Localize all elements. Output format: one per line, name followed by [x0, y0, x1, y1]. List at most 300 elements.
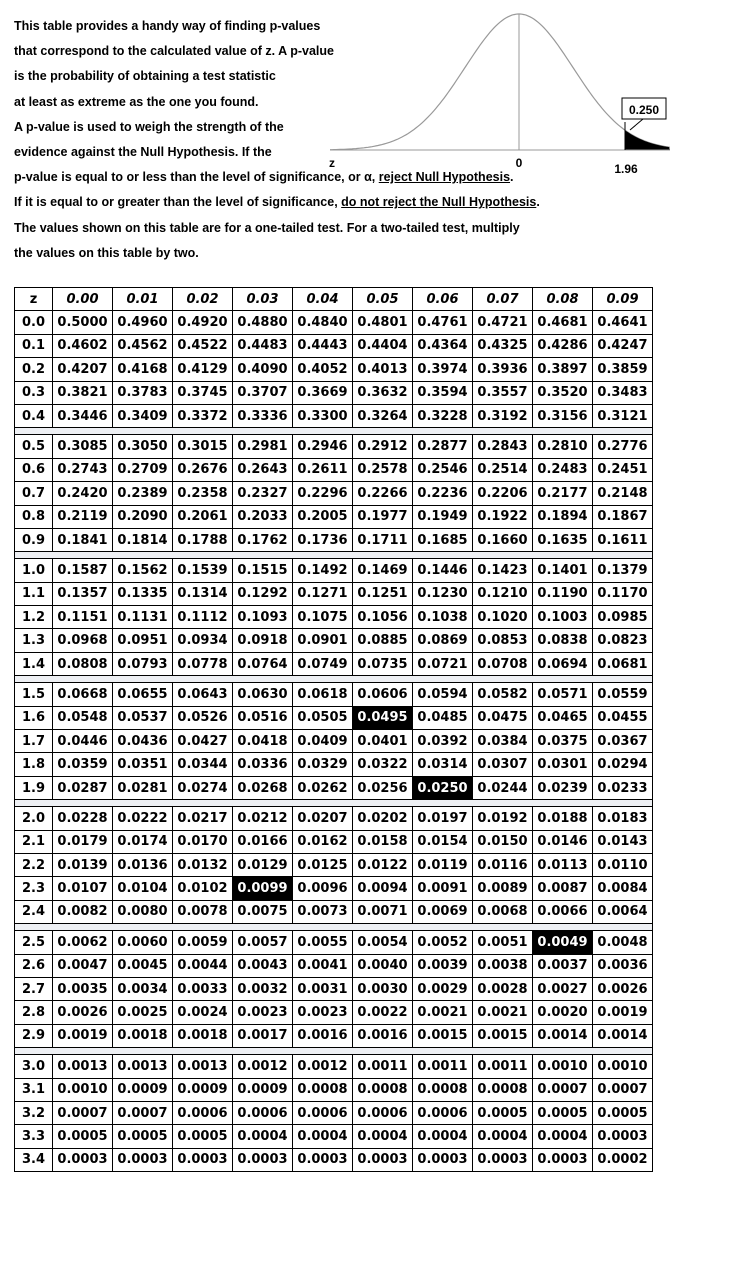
column-header: 0.01 — [113, 288, 173, 311]
p-value-cell: 0.0057 — [233, 931, 293, 954]
p-value-cell: 0.3974 — [413, 358, 473, 381]
intro-line: The values shown on this table are for a one-tailed test. For a two-tailed test, multiply — [14, 220, 520, 235]
p-value-cell: 0.1711 — [353, 528, 413, 551]
p-value-cell: 0.0013 — [113, 1055, 173, 1078]
p-value-cell: 0.3156 — [533, 404, 593, 427]
z-value-cell: 0.0 — [15, 311, 53, 334]
p-value-cell: 0.0122 — [353, 853, 413, 876]
p-value-cell: 0.2451 — [593, 458, 653, 481]
p-value-cell: 0.0392 — [413, 730, 473, 753]
p-value-cell: 0.0004 — [233, 1125, 293, 1148]
p-value-cell: 0.0017 — [233, 1024, 293, 1047]
p-value-cell: 0.0446 — [53, 730, 113, 753]
z-value-cell: 2.7 — [15, 977, 53, 1000]
group-separator-cell — [15, 428, 653, 435]
p-value-cell: 0.0150 — [473, 830, 533, 853]
p-value-cell: 0.0505 — [293, 706, 353, 729]
p-value-cell: 0.0023 — [293, 1001, 353, 1024]
z-value-cell: 0.4 — [15, 404, 53, 427]
p-value-cell: 0.0197 — [413, 807, 473, 830]
p-value-cell: 0.0035 — [53, 977, 113, 1000]
table-row — [15, 853, 653, 876]
p-value-cell: 0.0559 — [593, 683, 653, 706]
table-row — [15, 606, 653, 629]
p-value-cell: 0.0314 — [413, 753, 473, 776]
p-value-cell: 0.0217 — [173, 807, 233, 830]
p-value-cell: 0.1357 — [53, 582, 113, 605]
p-value-cell: 0.1894 — [533, 505, 593, 528]
p-value-cell: 0.1685 — [413, 528, 473, 551]
p-value-cell: 0.0003 — [593, 1125, 653, 1148]
p-value-cell: 0.0005 — [473, 1101, 533, 1124]
intro-text-segment: . — [510, 170, 514, 185]
group-separator — [15, 1048, 653, 1055]
p-value-cell: 0.0162 — [293, 830, 353, 853]
p-value-cell: 0.0073 — [293, 900, 353, 923]
do-not-reject-null-hypothesis-text: do not reject the Null Hypothesis — [341, 195, 537, 210]
p-value-cell: 0.0005 — [533, 1101, 593, 1124]
p-value-cell: 0.0018 — [173, 1024, 233, 1047]
p-value-cell: 0.0023 — [233, 1001, 293, 1024]
p-value-cell: 0.0104 — [113, 877, 173, 900]
p-value-cell: 0.1210 — [473, 582, 533, 605]
z-value-cell: 2.4 — [15, 900, 53, 923]
intro-line: evidence against the Null Hypothesis. If the — [14, 144, 272, 159]
p-value-cell: 0.0008 — [413, 1078, 473, 1101]
p-value-cell: 0.0066 — [533, 900, 593, 923]
p-value-cell: 0.0006 — [293, 1101, 353, 1124]
z-value-cell: 1.8 — [15, 753, 53, 776]
p-value-cell: 0.4483 — [233, 334, 293, 357]
p-value-cell: 0.1131 — [113, 606, 173, 629]
p-value-cell: 0.3085 — [53, 435, 113, 458]
p-value-cell: 0.0113 — [533, 853, 593, 876]
p-value-cell: 0.0027 — [533, 977, 593, 1000]
p-value-cell: 0.0427 — [173, 730, 233, 753]
group-separator — [15, 676, 653, 683]
table-row — [15, 1001, 653, 1024]
p-value-cell: 0.2877 — [413, 435, 473, 458]
intro-line: is the probability of obtaining a test statistic — [14, 69, 276, 84]
p-value-cell: 0.0060 — [113, 931, 173, 954]
p-value-cell: 0.0778 — [173, 652, 233, 675]
p-value-cell: 0.0132 — [173, 853, 233, 876]
group-separator — [15, 552, 653, 559]
table-row — [15, 311, 653, 334]
p-value-cell: 0.1867 — [593, 505, 653, 528]
p-value-cell: 0.0005 — [113, 1125, 173, 1148]
p-value-cell: 0.0006 — [353, 1101, 413, 1124]
p-value-cell: 0.1539 — [173, 559, 233, 582]
z-value-cell: 2.9 — [15, 1024, 53, 1047]
p-value-cell: 0.0594 — [413, 683, 473, 706]
p-value-cell: 0.1190 — [533, 582, 593, 605]
p-value-cell: 0.3897 — [533, 358, 593, 381]
p-value-cell: 0.0064 — [593, 900, 653, 923]
p-value-cell: 0.0136 — [113, 853, 173, 876]
p-value-cell: 0.0071 — [353, 900, 413, 923]
table-row — [15, 807, 653, 830]
p-value-cell: 0.0571 — [533, 683, 593, 706]
p-value-cell: 0.2236 — [413, 482, 473, 505]
p-value-cell: 0.2148 — [593, 482, 653, 505]
p-value-cell: 0.0336 — [233, 753, 293, 776]
table-row — [15, 776, 653, 799]
z-value-cell: 0.6 — [15, 458, 53, 481]
p-value-cell: 0.0869 — [413, 629, 473, 652]
group-separator — [15, 800, 653, 807]
p-value-cell: 0.2776 — [593, 435, 653, 458]
z-axis-label: z — [329, 156, 335, 170]
p-value-cell: 0.1841 — [53, 528, 113, 551]
p-value-cell: 0.0119 — [413, 853, 473, 876]
p-value-cell: 0.0244 — [473, 776, 533, 799]
column-header: 0.09 — [593, 288, 653, 311]
p-value-cell: 0.1587 — [53, 559, 113, 582]
p-value-cell: 0.1949 — [413, 505, 473, 528]
p-value-cell: 0.0008 — [293, 1078, 353, 1101]
p-value-cell: 0.0004 — [353, 1125, 413, 1148]
p-value-cell: 0.1292 — [233, 582, 293, 605]
p-value-cell: 0.2389 — [113, 482, 173, 505]
z-value-cell: 0.9 — [15, 528, 53, 551]
p-value-cell: 0.0375 — [533, 730, 593, 753]
p-value-cell: 0.0068 — [473, 900, 533, 923]
p-value-cell: 0.0166 — [233, 830, 293, 853]
p-value-cell: 0.0655 — [113, 683, 173, 706]
p-value-cell: 0.0853 — [473, 629, 533, 652]
p-value-cell: 0.0019 — [53, 1024, 113, 1047]
z-value-cell: 3.1 — [15, 1078, 53, 1101]
group-separator-cell — [15, 800, 653, 807]
p-value-cell: 0.0192 — [473, 807, 533, 830]
p-value-cell: 0.0026 — [53, 1001, 113, 1024]
p-value-cell: 0.0028 — [473, 977, 533, 1000]
z-value-cell: 1.5 — [15, 683, 53, 706]
p-value-cell: 0.0885 — [353, 629, 413, 652]
p-value-cell: 0.4880 — [233, 311, 293, 334]
group-separator-cell — [15, 924, 653, 931]
intro-line: A p-value is used to weigh the strength of the — [14, 119, 284, 134]
p-value-cell: 0.0174 — [113, 830, 173, 853]
p-value-cell: 0.0012 — [233, 1055, 293, 1078]
p-value-cell: 0.0018 — [113, 1024, 173, 1047]
p-value-cell: 0.1922 — [473, 505, 533, 528]
table-row — [15, 582, 653, 605]
p-value-cell: 0.0436 — [113, 730, 173, 753]
p-value-cell: 0.0054 — [353, 931, 413, 954]
p-value-cell: 0.3336 — [233, 404, 293, 427]
p-value-cell: 0.1170 — [593, 582, 653, 605]
p-value-cell: 0.1251 — [353, 582, 413, 605]
area-label: 0.250 — [628, 103, 660, 117]
p-value-cell: 0.4443 — [293, 334, 353, 357]
p-value-cell: 0.0526 — [173, 706, 233, 729]
p-value-cell: 0.0010 — [533, 1055, 593, 1078]
z-value-cell: 1.9 — [15, 776, 53, 799]
p-value-cell: 0.0007 — [113, 1101, 173, 1124]
p-value-cell: 0.0170 — [173, 830, 233, 853]
table-row — [15, 753, 653, 776]
p-value-cell: 0.0344 — [173, 753, 233, 776]
column-header: 0.04 — [293, 288, 353, 311]
z-value-cell: 2.0 — [15, 807, 53, 830]
p-value-cell: 0.0808 — [53, 652, 113, 675]
p-value-cell: 0.2033 — [233, 505, 293, 528]
p-value-cell: 0.1038 — [413, 606, 473, 629]
p-value-cell: 0.0721 — [413, 652, 473, 675]
z-value-cell: 1.2 — [15, 606, 53, 629]
p-value-cell: 0.0019 — [593, 1001, 653, 1024]
p-value-cell: 0.4207 — [53, 358, 113, 381]
p-value-cell: 0.1562 — [113, 559, 173, 582]
p-value-cell: 0.4840 — [293, 311, 353, 334]
table-row — [15, 559, 653, 582]
p-value-cell: 0.0052 — [413, 931, 473, 954]
p-value-cell: 0.3372 — [173, 404, 233, 427]
p-value-cell: 0.0838 — [533, 629, 593, 652]
p-value-cell: 0.0004 — [413, 1125, 473, 1148]
z-table — [14, 287, 653, 1172]
p-value-cell: 0.3632 — [353, 381, 413, 404]
p-value-cell: 0.0034 — [113, 977, 173, 1000]
p-value-cell: 0.0021 — [413, 1001, 473, 1024]
p-value-cell: 0.3483 — [593, 381, 653, 404]
group-separator-cell — [15, 552, 653, 559]
p-value-cell: 0.2327 — [233, 482, 293, 505]
p-value-cell: 0.0005 — [173, 1125, 233, 1148]
p-value-cell: 0.2296 — [293, 482, 353, 505]
p-value-cell: 0.0024 — [173, 1001, 233, 1024]
p-value-cell: 0.1020 — [473, 606, 533, 629]
p-value-cell: 0.0968 — [53, 629, 113, 652]
table-row — [15, 1148, 653, 1171]
p-value-cell: 0.0301 — [533, 753, 593, 776]
p-value-cell: 0.4090 — [233, 358, 293, 381]
p-value-cell: 0.0045 — [113, 954, 173, 977]
p-value-cell: 0.0062 — [53, 931, 113, 954]
p-value-cell: 0.0322 — [353, 753, 413, 776]
p-value-cell: 0.1230 — [413, 582, 473, 605]
tail-area-shading — [625, 130, 670, 150]
p-value-cell: 0.1335 — [113, 582, 173, 605]
p-value-cell: 0.0110 — [593, 853, 653, 876]
p-value-cell: 0.1112 — [173, 606, 233, 629]
p-value-cell: 0.0668 — [53, 683, 113, 706]
p-value-cell: 0.0011 — [413, 1055, 473, 1078]
p-value-cell: 0.0102 — [173, 877, 233, 900]
p-value-cell: 0.2420 — [53, 482, 113, 505]
p-value-cell: 0.2514 — [473, 458, 533, 481]
p-value-cell: 0.0005 — [53, 1125, 113, 1148]
p-value-cell: 0.0485 — [413, 706, 473, 729]
z-value-cell: 2.3 — [15, 877, 53, 900]
p-value-cell: 0.0262 — [293, 776, 353, 799]
p-value-cell: 0.0129 — [233, 853, 293, 876]
p-value-cell: 0.2843 — [473, 435, 533, 458]
p-value-cell: 0.1314 — [173, 582, 233, 605]
p-value-cell: 0.0003 — [53, 1148, 113, 1171]
p-value-cell: 0.1762 — [233, 528, 293, 551]
p-value-cell: 0.0643 — [173, 683, 233, 706]
p-value-cell: 0.0359 — [53, 753, 113, 776]
p-value-cell: 0.4247 — [593, 334, 653, 357]
p-value-cell: 0.0294 — [593, 753, 653, 776]
p-value-cell: 0.3015 — [173, 435, 233, 458]
p-value-cell: 0.4325 — [473, 334, 533, 357]
critical-value-label: 1.96 — [614, 162, 638, 176]
column-header: 0.08 — [533, 288, 593, 311]
p-value-cell: 0.2743 — [53, 458, 113, 481]
p-value-cell: 0.2546 — [413, 458, 473, 481]
p-value-cell: 0.2206 — [473, 482, 533, 505]
table-row — [15, 977, 653, 1000]
p-value-cell: 0.0013 — [53, 1055, 113, 1078]
p-value-cell: 0.0154 — [413, 830, 473, 853]
p-value-cell: 0.2810 — [533, 435, 593, 458]
p-value-cell: 0.0901 — [293, 629, 353, 652]
p-value-cell: 0.0030 — [353, 977, 413, 1000]
p-value-cell: 0.0033 — [173, 977, 233, 1000]
z-value-cell: 1.1 — [15, 582, 53, 605]
z-value-cell: 0.5 — [15, 435, 53, 458]
p-value-cell: 0.1469 — [353, 559, 413, 582]
p-value-cell: 0.0048 — [593, 931, 653, 954]
table-row — [15, 683, 653, 706]
table-row — [15, 435, 653, 458]
p-value-cell: 0.0985 — [593, 606, 653, 629]
p-value-cell: 0.0268 — [233, 776, 293, 799]
p-value-cell: 0.0212 — [233, 807, 293, 830]
p-value-cell: 0.0003 — [413, 1148, 473, 1171]
p-value-cell: 0.0096 — [293, 877, 353, 900]
p-value-cell: 0.0026 — [593, 977, 653, 1000]
p-value-cell: 0.0307 — [473, 753, 533, 776]
p-value-cell: 0.0091 — [413, 877, 473, 900]
area-label-pointer — [630, 119, 643, 130]
p-value-cell: 0.0007 — [53, 1101, 113, 1124]
table-row — [15, 730, 653, 753]
p-value-cell: 0.2358 — [173, 482, 233, 505]
p-value-cell: 0.3520 — [533, 381, 593, 404]
p-value-cell: 0.0233 — [593, 776, 653, 799]
p-value-cell: 0.0179 — [53, 830, 113, 853]
table-row — [15, 1078, 653, 1101]
p-value-cell: 0.0409 — [293, 730, 353, 753]
p-value-cell: 0.2266 — [353, 482, 413, 505]
p-value-cell: 0.4168 — [113, 358, 173, 381]
p-value-cell: 0.4960 — [113, 311, 173, 334]
p-value-cell: 0.0004 — [293, 1125, 353, 1148]
p-value-cell: 0.0051 — [473, 931, 533, 954]
z-value-cell: 1.7 — [15, 730, 53, 753]
p-value-cell: 0.0951 — [113, 629, 173, 652]
p-value-cell: 0.0003 — [533, 1148, 593, 1171]
p-value-cell: 0.3228 — [413, 404, 473, 427]
p-value-cell: 0.3557 — [473, 381, 533, 404]
z-value-cell: 0.1 — [15, 334, 53, 357]
z-value-cell: 3.2 — [15, 1101, 53, 1124]
p-value-cell: 0.5000 — [53, 311, 113, 334]
z-value-cell: 3.3 — [15, 1125, 53, 1148]
zero-label: 0 — [515, 156, 523, 170]
p-value-cell: 0.1814 — [113, 528, 173, 551]
p-value-cell: 0.0418 — [233, 730, 293, 753]
intro-line: that correspond to the calculated value of z. A p-value — [14, 44, 334, 59]
intro-line: the values on this table by two. — [14, 245, 199, 260]
p-value-cell: 0.0401 — [353, 730, 413, 753]
table-row — [15, 830, 653, 853]
z-value-cell: 2.1 — [15, 830, 53, 853]
p-value-cell: 0.0003 — [473, 1148, 533, 1171]
p-value-cell: 0.0793 — [113, 652, 173, 675]
p-value-cell: 0.0014 — [533, 1024, 593, 1047]
p-value-cell: 0.1423 — [473, 559, 533, 582]
p-value-cell: 0.1736 — [293, 528, 353, 551]
group-separator — [15, 924, 653, 931]
p-value-cell: 0.0708 — [473, 652, 533, 675]
p-value-cell: 0.1271 — [293, 582, 353, 605]
p-value-cell: 0.0032 — [233, 977, 293, 1000]
p-value-cell: 0.0009 — [113, 1078, 173, 1101]
p-value-cell: 0.0022 — [353, 1001, 413, 1024]
p-value-cell: 0.0041 — [293, 954, 353, 977]
p-value-cell: 0.0075 — [233, 900, 293, 923]
intro-line: This table provides a handy way of finding p-values — [14, 19, 321, 33]
p-value-cell: 0.1056 — [353, 606, 413, 629]
table-row — [15, 877, 653, 900]
table-row — [15, 1125, 653, 1148]
group-separator — [15, 428, 653, 435]
p-value-cell: 0.0630 — [233, 683, 293, 706]
p-value-cell: 0.0207 — [293, 807, 353, 830]
table-row — [15, 1101, 653, 1124]
z-value-cell: 2.6 — [15, 954, 53, 977]
p-value-cell: 0.0044 — [173, 954, 233, 977]
p-value-cell: 0.0158 — [353, 830, 413, 853]
p-value-cell: 0.4013 — [353, 358, 413, 381]
p-value-cell: 0.0735 — [353, 652, 413, 675]
column-header: 0.07 — [473, 288, 533, 311]
z-value-cell: 2.8 — [15, 1001, 53, 1024]
p-value-cell: 0.3446 — [53, 404, 113, 427]
p-value-cell: 0.2090 — [113, 505, 173, 528]
p-value-cell: 0.2709 — [113, 458, 173, 481]
p-value-cell: 0.0031 — [293, 977, 353, 1000]
p-value-cell: 0.1788 — [173, 528, 233, 551]
p-value-cell: 0.0080 — [113, 900, 173, 923]
p-value-cell: 0.1492 — [293, 559, 353, 582]
intro-text-segment: p-value is equal to or less than the level of significance, or α, — [14, 170, 379, 185]
p-value-cell: 0.0003 — [173, 1148, 233, 1171]
highlighted-p-value-cell: 0.0250 — [413, 776, 473, 799]
p-value-cell: 0.0188 — [533, 807, 593, 830]
p-value-cell: 0.4286 — [533, 334, 593, 357]
intro-text-segment: If it is equal to or greater than the level of significance, — [14, 195, 342, 210]
table-row — [15, 381, 653, 404]
column-header: 0.02 — [173, 288, 233, 311]
p-value-cell: 0.4761 — [413, 311, 473, 334]
p-value-cell: 0.0351 — [113, 753, 173, 776]
z-value-cell: 3.4 — [15, 1148, 53, 1171]
p-value-cell: 0.3821 — [53, 381, 113, 404]
p-value-cell: 0.0202 — [353, 807, 413, 830]
p-value-cell: 0.4920 — [173, 311, 233, 334]
p-value-cell: 0.4721 — [473, 311, 533, 334]
table-row — [15, 1055, 653, 1078]
p-value-cell: 0.0116 — [473, 853, 533, 876]
p-value-cell: 0.0082 — [53, 900, 113, 923]
